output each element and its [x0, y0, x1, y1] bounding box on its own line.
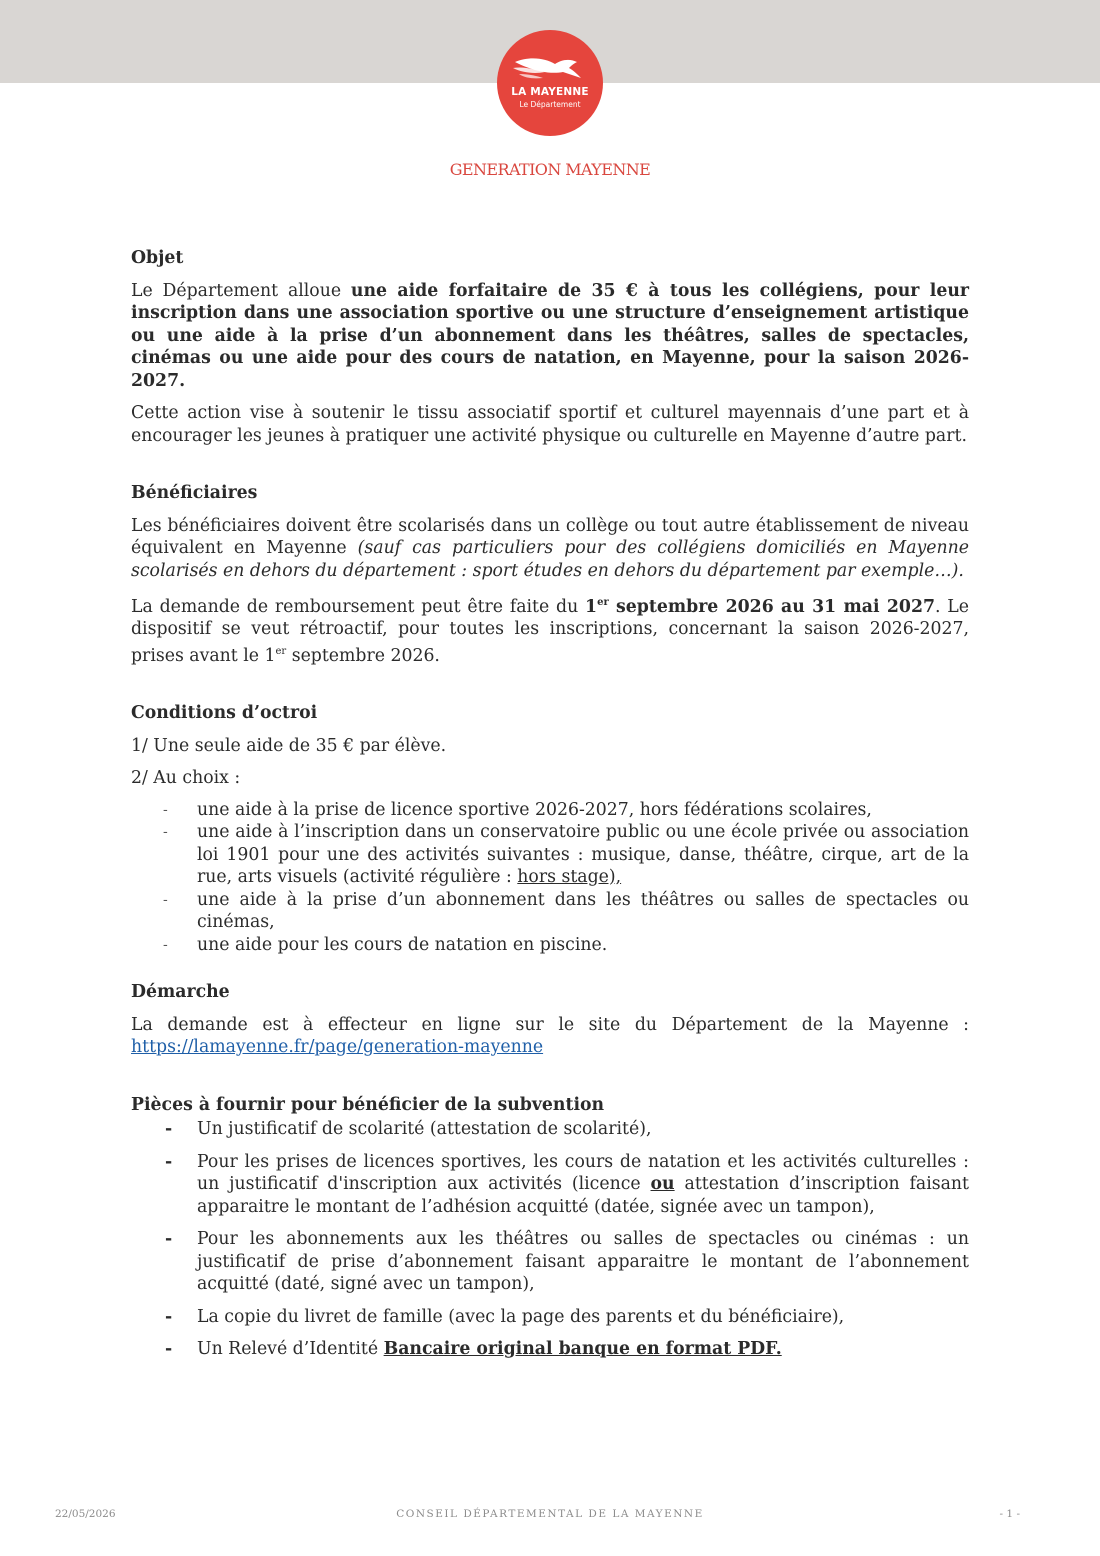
- list-item: [131, 889, 969, 934]
- conditions-list: [131, 799, 969, 957]
- list-item: [131, 1118, 969, 1141]
- la-mayenne-logo: [497, 30, 603, 136]
- superscript: er: [597, 597, 609, 608]
- text-run: La demande est à effecteur en ligne sur le site du Département de la Mayenne :: [131, 1014, 969, 1035]
- condition-2: 2/ Au choix :: [131, 768, 241, 789]
- horse-emblem-icon: [509, 52, 591, 84]
- footer-date: 22/05/2026: [55, 1508, 116, 1520]
- list-item-text: Pour les prises de licences sportives, les cours de natation et les activités culturelles : un justificatif d'inscription aux activités (licence: [197, 1151, 969, 1195]
- list-item: [131, 821, 969, 889]
- dash-bullet: -: [165, 1119, 173, 1140]
- bold-text-run: septembre 2026 au 31 mai 2027: [608, 596, 935, 617]
- list-item-text: une aide à la prise de licence sportive 2026-2027, hors fédérations scolaires,: [197, 799, 872, 820]
- dash-bullet: -: [165, 1229, 173, 1250]
- dash-bullet: -: [163, 824, 168, 841]
- condition-1: 1/ Une seule aide de 35 € par élève.: [131, 735, 447, 756]
- italic-text-run: (sauf cas particuliers pour des collégiens domiciliés en Mayenne scolarisés en dehors du département : sport études en dehors du département par exemple…).: [131, 538, 970, 581]
- objet-paragraph-2: Cette action vise à soutenir le tissu associatif sportif et culturel mayennais d’une part et à encourager les jeunes à pratiquer une activité physique ou culturelle en Mayenne d’autre part.: [131, 403, 969, 446]
- pieces-list: [131, 1118, 969, 1361]
- generation-mayenne-link[interactable]: https://lamayenne.fr/page/generation-mayenne: [131, 1037, 544, 1058]
- document-title: GENERATION MAYENNE: [449, 160, 651, 179]
- text-run: La demande de remboursement peut être faite du: [131, 596, 586, 617]
- list-item-text: attestation d’inscription faisant apparaitre le montant de l’adhésion acquitté (datée, signée avec un tampon),: [197, 1174, 969, 1217]
- document-body: [131, 247, 969, 1361]
- demarche-paragraph: [131, 1014, 969, 1059]
- dash-bullet: -: [163, 936, 168, 953]
- list-item-text: Un justificatif de scolarité (attestation de scolarité),: [197, 1119, 652, 1140]
- underlined-bold-text-run: Bancaire original banque en format PDF.: [383, 1339, 782, 1360]
- underlined-text-run: hors stage),: [517, 867, 622, 888]
- page-number: - 1 -: [999, 1508, 1020, 1520]
- logo-text-secondary: Le Département: [519, 100, 581, 109]
- dash-bullet: -: [163, 801, 168, 818]
- logo-text-primary: LA MAYENNE: [511, 86, 589, 98]
- underlined-bold-text-run: ou: [650, 1174, 675, 1195]
- heading-demarche: Démarche: [131, 982, 230, 1003]
- bold-text-run: 1: [585, 596, 598, 617]
- heading-conditions: Conditions d’octroi: [131, 703, 318, 724]
- list-item-text: une aide à la prise d’un abonnement dans les théâtres ou salles de spectacles ou cinémas,: [197, 889, 969, 933]
- beneficiaires-paragraph-2: [131, 592, 969, 667]
- text-run: . Le dispositif se veut rétroactif, pour toutes les inscriptions, concernant la saison 2026-2027, prises avant le 1: [131, 596, 970, 666]
- text-run: septembre 2026.: [286, 645, 440, 666]
- heading-objet: Objet: [131, 248, 184, 268]
- list-item: [131, 1151, 969, 1219]
- list-item: [131, 1338, 969, 1361]
- objet-paragraph-1: [131, 280, 969, 393]
- list-item-text: Un Relevé d’Identité: [197, 1339, 384, 1360]
- list-item-text: une aide à l’inscription dans un conservatoire public ou une école privée ou association loi 1901 pour une des activités suivantes : musique, danse, théâtre, cirque, art de la rue, arts visuels (activité régulière :: [197, 822, 969, 888]
- dash-bullet: -: [165, 1339, 173, 1360]
- text-run: Le Département alloue: [131, 280, 351, 301]
- list-item: [131, 1228, 969, 1296]
- dash-bullet: -: [165, 1306, 173, 1327]
- list-item-text: La copie du livret de famille (avec la page des parents et du bénéficiaire),: [197, 1306, 845, 1327]
- footer-organization: CONSEIL DÉPARTEMENTAL DE LA MAYENNE: [396, 1508, 704, 1520]
- list-item-text: Pour les abonnements aux les théâtres ou salles de spectacles ou cinémas : un justificatif de prise d’abonnement faisant apparaitre le montant de l’abonnement acquitté (daté, signé avec un tampon),: [197, 1229, 969, 1295]
- bold-text-run: une aide forfaitaire de 35 € à tous les collégiens, pour leur inscription dans une association sportive ou une structure d’enseignement artistique ou une aide à la prise d’un abonnement dans les théâtres, salles de spectacles, cinémas ou une aide pour des cours de natation, en Mayenne, pour la saison 2026-2027.: [131, 280, 969, 391]
- heading-beneficiaires: Bénéficiaires: [131, 483, 258, 503]
- dash-bullet: -: [165, 1151, 173, 1172]
- list-item-text: une aide pour les cours de natation en piscine.: [197, 934, 608, 955]
- text-run: Les bénéficiaires doivent être scolarisés dans un collège ou tout autre établissement de niveau équivalent en Mayenne: [131, 515, 969, 558]
- list-item: [131, 1306, 969, 1329]
- beneficiaires-paragraph-1: [131, 515, 969, 583]
- dash-bullet: -: [163, 891, 168, 908]
- list-item: [131, 799, 969, 822]
- list-item: [131, 934, 969, 957]
- superscript: er: [275, 645, 287, 657]
- heading-pieces: Pièces à fournir pour bénéficier de la subvention: [131, 1094, 605, 1115]
